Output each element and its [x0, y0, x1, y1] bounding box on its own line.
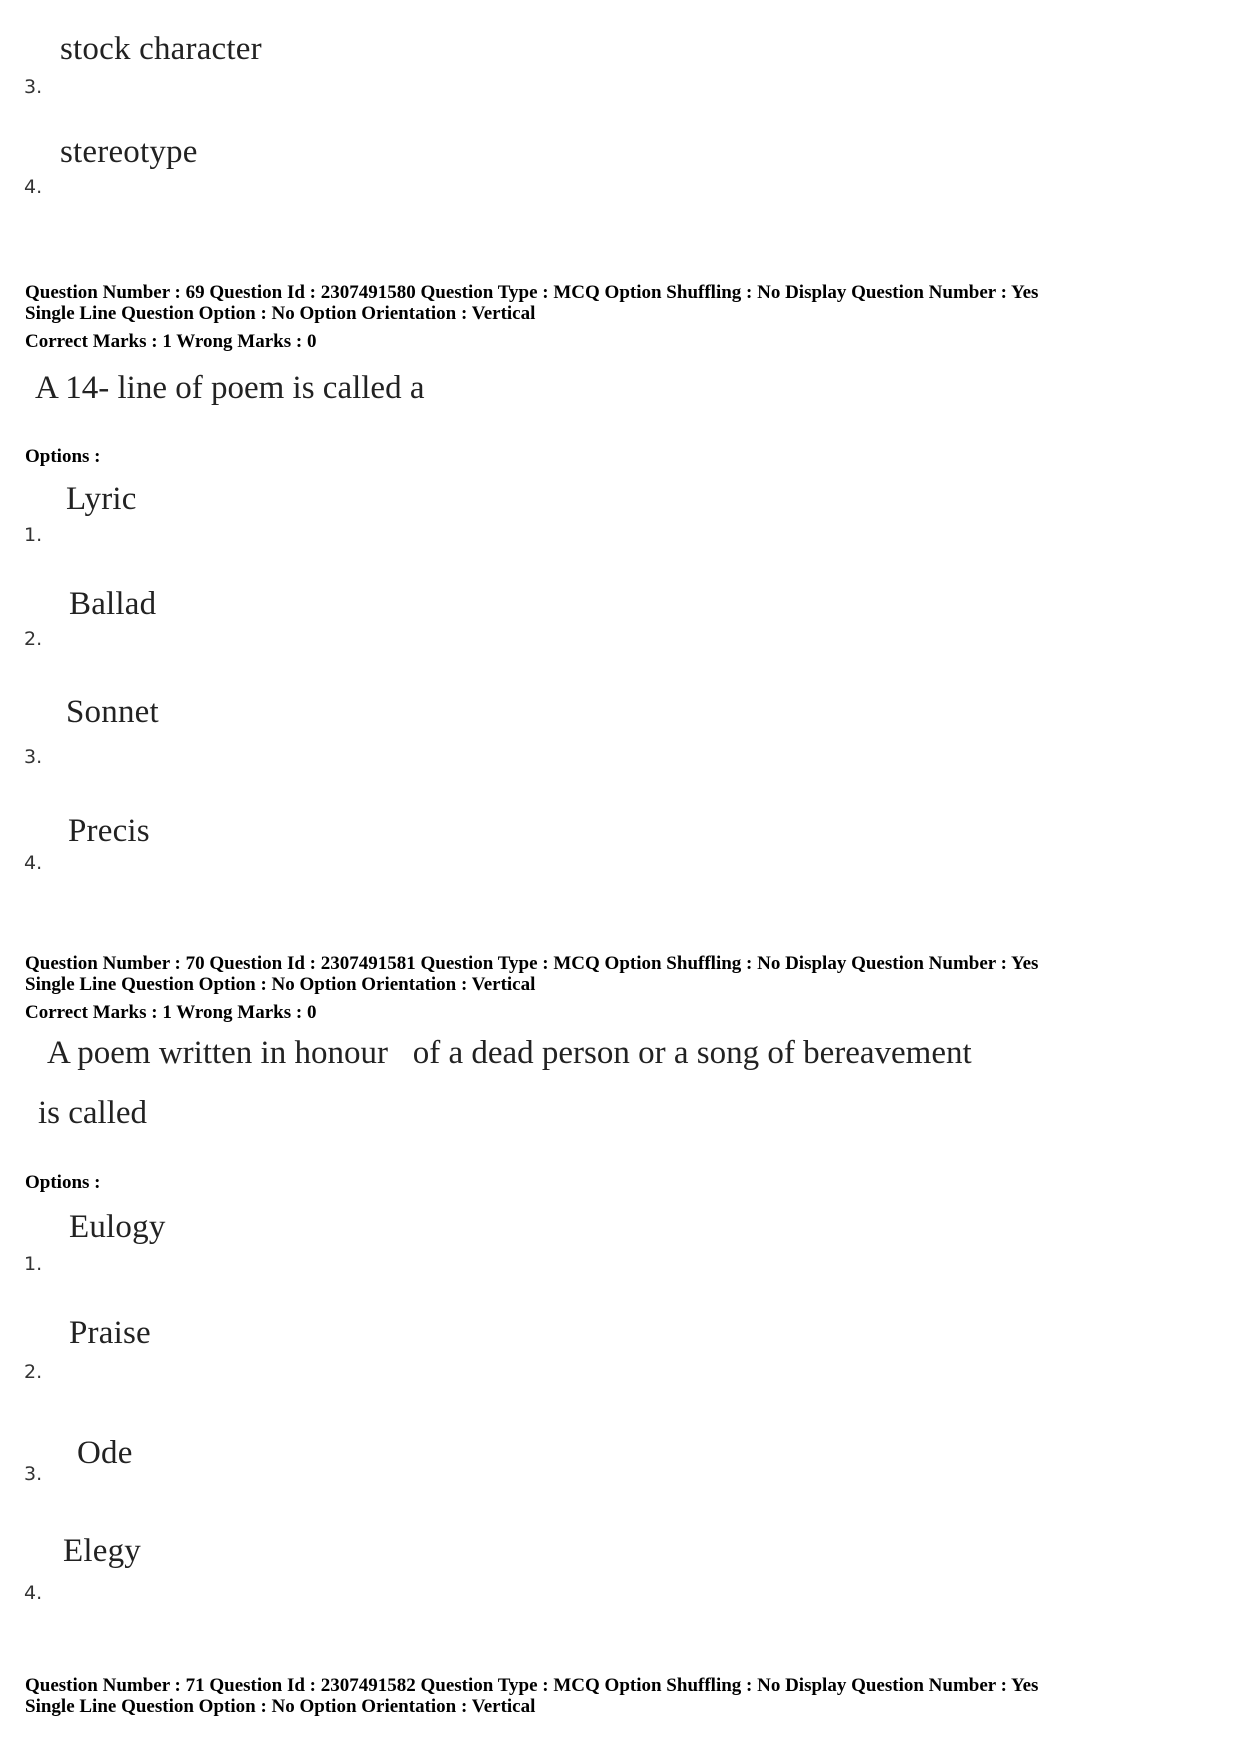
option-number: 2. — [24, 1361, 43, 1383]
question-meta-line: Single Line Question Option : No Option Orientation : Vertical — [25, 1696, 536, 1717]
question-meta-line: Question Number : 69 Question Id : 2307491580 Question Type : MCQ Option Shuffling : No Display Question Number : Yes — [25, 282, 1039, 303]
option-text: Praise — [69, 1315, 151, 1351]
option-number: 2. — [24, 628, 43, 650]
option-number: 3. — [24, 1463, 43, 1485]
option-text: Elegy — [63, 1533, 141, 1569]
question-meta-line: Single Line Question Option : No Option Orientation : Vertical — [25, 303, 536, 324]
option-number: 4. — [24, 852, 43, 874]
option-text: stereotype — [60, 134, 198, 170]
options-label: Options : — [25, 446, 101, 467]
option-text: Lyric — [66, 481, 137, 517]
question-marks: Correct Marks : 1 Wrong Marks : 0 — [25, 331, 317, 352]
option-text: Eulogy — [69, 1209, 166, 1245]
option-number: 1. — [24, 1253, 43, 1275]
question-stem: A 14- line of poem is called a — [35, 370, 425, 406]
option-number: 4. — [24, 1582, 43, 1604]
option-text: Precis — [68, 813, 150, 849]
option-text: Ballad — [69, 586, 157, 622]
question-meta-line: Question Number : 70 Question Id : 2307491581 Question Type : MCQ Option Shuffling : No Display Question Number : Yes — [25, 953, 1039, 974]
question-marks: Correct Marks : 1 Wrong Marks : 0 — [25, 1002, 317, 1023]
question-stem: A poem written in honour of a dead person or a song of bereavement — [47, 1035, 972, 1071]
question-stem-continued: is called — [38, 1095, 148, 1131]
options-label: Options : — [25, 1172, 101, 1193]
option-text: stock character — [60, 31, 262, 67]
option-number: 3. — [24, 76, 43, 98]
option-text: Sonnet — [66, 694, 159, 730]
option-number: 3. — [24, 746, 43, 768]
option-number: 1. — [24, 524, 43, 546]
option-text: Ode — [77, 1435, 133, 1471]
question-meta-line: Single Line Question Option : No Option Orientation : Vertical — [25, 974, 536, 995]
option-number: 4. — [24, 176, 43, 198]
question-meta-line: Question Number : 71 Question Id : 2307491582 Question Type : MCQ Option Shuffling : No Display Question Number : Yes — [25, 1675, 1039, 1696]
